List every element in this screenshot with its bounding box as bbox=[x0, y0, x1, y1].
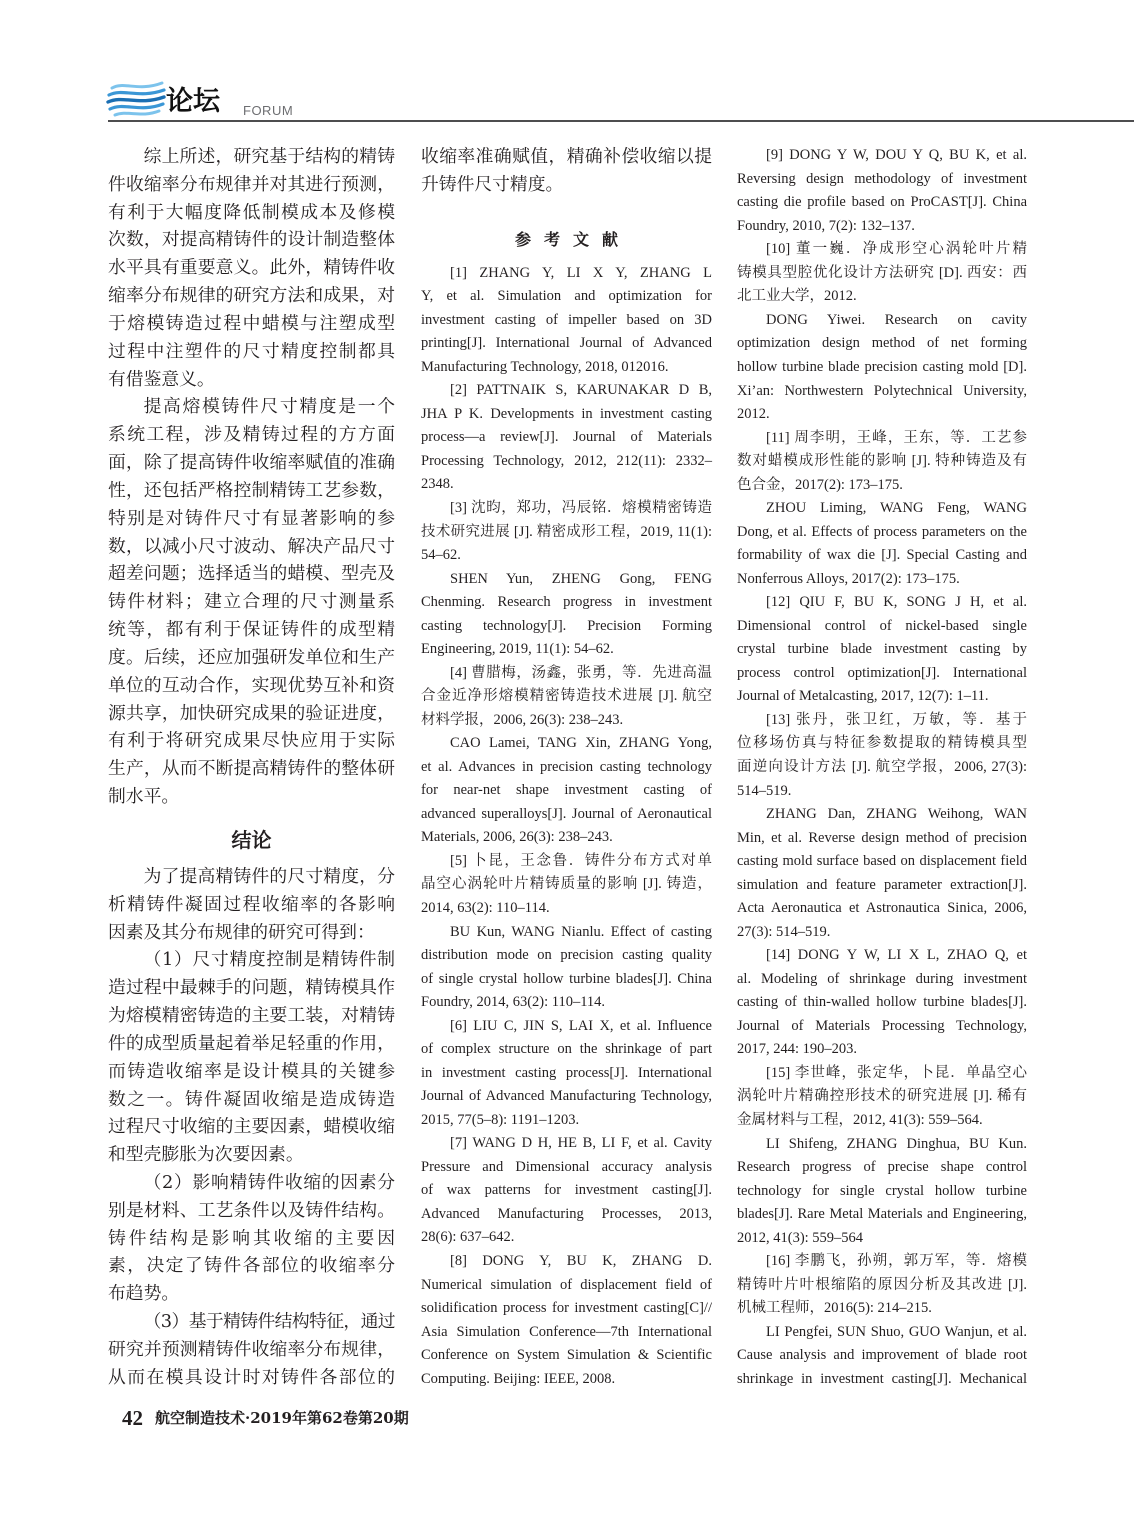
reference-entry bbox=[737, 1133, 1027, 1251]
text-line: Processing Technology, 2012, 212(11): 2332– bbox=[421, 452, 712, 469]
text-line: 造过程中最棘手的问题，精铸模具作 bbox=[108, 977, 395, 999]
text-line: 27(3): 514–519. bbox=[737, 923, 831, 940]
text-line: hollow turbine blade precision casting mold [D]. bbox=[737, 358, 1027, 375]
header-divider bbox=[108, 120, 1134, 122]
text-line: 514–519. bbox=[737, 782, 792, 799]
conclusion-heading: 结论 bbox=[231, 827, 272, 852]
text-line: et al. Advances in precision casting technology bbox=[421, 758, 712, 775]
reference-entry bbox=[421, 921, 712, 1015]
text-line: 铸件结构是影响其收缩的主要因 bbox=[108, 1227, 395, 1249]
text-line: [10] 董一巍．净成形空心涡轮叶片精 bbox=[766, 241, 1027, 258]
text-line: （2）影响精铸件收缩的因素分 bbox=[143, 1171, 395, 1193]
text-line: Pressure and Dimensional accuracy analysis bbox=[421, 1158, 712, 1175]
text-line: optimization design method of net forming bbox=[737, 335, 1027, 352]
text-line: 制水平。 bbox=[108, 786, 180, 808]
paragraph bbox=[108, 1169, 395, 1308]
paragraph bbox=[108, 1308, 395, 1391]
text-line: Reversing design methodology of investment bbox=[737, 170, 1027, 187]
reference-entry bbox=[737, 144, 1027, 238]
text-line: of complex structure on the shrinkage of part bbox=[421, 1041, 712, 1058]
reference-entry bbox=[737, 709, 1027, 803]
text-line: Conference on System Simulation & Scientific bbox=[421, 1347, 712, 1364]
text-line: 技术研究进展 [J]. 精密成形工程，2019, 11(1): bbox=[421, 523, 712, 540]
text-line: investment casting of impeller based on 3D bbox=[421, 311, 712, 328]
text-line: （3）基于精铸件结构特征，通过 bbox=[143, 1311, 395, 1333]
text-line: 因素及其分布规律的研究可得到： bbox=[108, 921, 375, 943]
text-line: 过程中注塑件的尺寸精度控制都具 bbox=[108, 340, 395, 362]
text-line: 54–62. bbox=[421, 547, 461, 564]
text-line: 2015, 77(5–8): 1191–1203. bbox=[421, 1111, 580, 1128]
text-line: 面逆向设计方法 [J]. 航空学报，2006, 27(3): bbox=[737, 759, 1027, 775]
text-line: 2012, 41(3): 559–564 bbox=[737, 1229, 864, 1246]
text-line: 晶空心涡轮叶片精铸质量的影响 [J]. 铸造， bbox=[421, 876, 712, 893]
forum-logo-icon bbox=[106, 80, 166, 120]
text-line: 超差问题；选择适当的蜡模、型壳及 bbox=[108, 563, 395, 585]
text-line: 收缩率准确赋值，精确补偿收缩以提 bbox=[421, 146, 712, 167]
text-line: 2017, 244: 190–203. bbox=[737, 1041, 858, 1058]
text-line: SHEN Yun, ZHENG Gong, FENG bbox=[450, 570, 712, 587]
text-line: blades[J]. Rare Metal Materials and Engineering, bbox=[737, 1206, 1027, 1223]
text-line: 位移场仿真与特征参数提取的精铸模具型 bbox=[737, 735, 1027, 752]
text-line: BU Kun, WANG Nianlu. Effect of casting bbox=[450, 923, 712, 940]
text-line: of wax patterns for investment casting[J]. bbox=[421, 1182, 712, 1199]
text-line: Numerical simulation of displacement field of bbox=[421, 1276, 712, 1293]
text-line: Foundry, 2014, 63(2): 110–114. bbox=[421, 994, 606, 1011]
reference-entry bbox=[737, 1250, 1027, 1321]
text-line: 性，还包括严格控制精铸工艺参数， bbox=[108, 479, 395, 501]
text-line: 铸件材料；建立合理的尺寸测量系 bbox=[108, 591, 395, 613]
text-line: 次数，对提高精铸件的设计制造整体 bbox=[108, 229, 395, 251]
body-text-continuation bbox=[421, 143, 712, 199]
text-line: ZHANG Dan, ZHANG Weihong, WAN bbox=[766, 806, 1027, 823]
text-line: simulation and feature parameter extraction[J]. bbox=[737, 876, 1027, 893]
text-line: Foundry, 2010, 7(2): 132–137. bbox=[737, 217, 915, 234]
text-line: 数对蜡模成形性能的影响 [J]. 特种铸造及有 bbox=[737, 453, 1027, 470]
text-line: Acta Aeronautica et Astronautica Sinica, 2006, bbox=[737, 900, 1027, 917]
text-line: Dimensional control of nickel-based single bbox=[737, 617, 1027, 634]
text-line: 金属材料与工程，2012, 41(3): 559–564. bbox=[737, 1111, 983, 1128]
text-line: 涡轮叶片精确控形技术的研究进展 [J]. 稀有 bbox=[737, 1088, 1027, 1105]
text-line: 布趋势。 bbox=[108, 1283, 180, 1305]
text-line: al. Modeling of shrinkage during investment bbox=[737, 970, 1027, 987]
text-line: Research progress of precise shape control bbox=[737, 1159, 1027, 1176]
text-line: 铸模具型腔优化设计方法研究 [D]. 西安：西 bbox=[737, 264, 1027, 281]
text-line: advanced superalloys[J]. Journal of Aeronautical bbox=[421, 805, 712, 822]
text-line: [12] QIU F, BU K, SONG J H, et al. bbox=[766, 594, 1027, 611]
text-line: 为了提高精铸件的尺寸精度，分 bbox=[143, 865, 395, 887]
reference-entry bbox=[421, 262, 712, 380]
text-line: casting of thin-walled hollow turbine blades[J]. bbox=[737, 994, 1027, 1011]
text-line: [15] 李世峰，张定华，卜昆．单晶空心 bbox=[766, 1064, 1027, 1081]
text-line: [6] LIU C, JIN S, LAI X, et al. Influence bbox=[450, 1017, 712, 1034]
text-line: Chenming. Research progress in investment bbox=[421, 594, 712, 611]
text-line: casting technology[J]. Precision Forming bbox=[421, 617, 712, 634]
text-line: Nonferrous Alloys, 2017(2): 173–175. bbox=[737, 570, 960, 587]
reference-entry bbox=[737, 309, 1027, 427]
text-line: 有借鉴意义。 bbox=[108, 368, 215, 390]
text-line: 于熔模铸造过程中蜡模与注塑成型 bbox=[108, 312, 395, 334]
text-line: 单位的互动合作，实现优势互补和资 bbox=[108, 674, 395, 696]
page-number: 42 bbox=[122, 1406, 143, 1430]
text-line: 从而在模具设计时对铸件各部位的 bbox=[108, 1366, 395, 1388]
reference-entry bbox=[737, 238, 1027, 309]
text-line: [11] 周李明，王峰，王东，等．工艺参 bbox=[766, 429, 1027, 446]
text-line: 而铸造收缩率是设计模具的关键参 bbox=[108, 1060, 395, 1082]
column-3 bbox=[737, 144, 1027, 1391]
text-line: 合金近净形熔模精密铸造技术进展 [J]. 航空 bbox=[421, 688, 712, 705]
text-line: Materials, 2006, 26(3): 238–243. bbox=[421, 829, 613, 846]
text-line: 有利于将研究成果尽快应用于实际 bbox=[108, 730, 395, 752]
text-line: 度。后续，还应加强研发单位和生产 bbox=[108, 646, 395, 668]
text-line: Computing. Beijing: IEEE, 2008. bbox=[421, 1370, 616, 1387]
text-line: of single crystal hollow turbine blades[J]. China bbox=[421, 970, 712, 987]
reference-entry bbox=[737, 591, 1027, 709]
text-line: 机械工程师，2016(5): 214–215. bbox=[737, 1300, 932, 1317]
text-line: [1] ZHANG Y, LI X Y, ZHANG L bbox=[450, 264, 712, 281]
body-text-block bbox=[108, 143, 395, 811]
reference-entry bbox=[421, 732, 712, 850]
text-line: process control optimization[J]. International bbox=[737, 664, 1027, 681]
text-line: solidification process for investment casting[C]// bbox=[421, 1300, 712, 1317]
text-line: 为熔模精密铸造的主要工装，对精铸 bbox=[108, 1005, 395, 1027]
reference-entry bbox=[737, 427, 1027, 498]
references-heading: 参考文献 bbox=[514, 229, 631, 249]
text-line: 材料学报，2006, 26(3): 238–243. bbox=[421, 711, 624, 728]
text-line: Journal of Advanced Manufacturing Technology, bbox=[421, 1088, 712, 1105]
text-line: 升铸件尺寸精度。 bbox=[421, 173, 564, 195]
text-line: printing[J]. International Journal of Advanced bbox=[421, 335, 712, 352]
text-line: 和型壳膨胀为次要因素。 bbox=[108, 1144, 304, 1166]
reference-entry bbox=[421, 497, 712, 568]
text-line: [13] 张丹，张卫红，万敏，等．基于 bbox=[766, 711, 1027, 728]
text-line: （1）尺寸精度控制是精铸件制 bbox=[143, 949, 395, 971]
text-line: 综上所述，研究基于结构的精铸 bbox=[143, 146, 395, 167]
text-line: [8] DONG Y, BU K, ZHANG D. bbox=[450, 1252, 712, 1269]
text-line: [5] 卜昆，王念鲁．铸件分布方式对单 bbox=[450, 852, 712, 869]
text-line: 缩率分布规律的研究方法和成果，对 bbox=[108, 285, 395, 307]
text-line: 析精铸件凝固过程收缩率的各影响 bbox=[108, 893, 395, 915]
text-line: [3] 沈昀，郑功，冯辰铭．熔模精密铸造 bbox=[450, 499, 712, 516]
reference-entry bbox=[421, 662, 712, 733]
text-line: 生产，从而不断提高精铸件的整体研 bbox=[108, 758, 395, 780]
text-line: 有利于大幅度降低制模成本及修模 bbox=[108, 201, 395, 223]
paragraph bbox=[421, 143, 712, 199]
text-line: 数，以减小尺寸波动、解决产品尺寸 bbox=[108, 535, 395, 557]
text-line: 统等，都有利于保证铸件的成型精 bbox=[108, 619, 395, 641]
text-line: [16] 李鹏飞，孙朔，郭万军，等．熔模 bbox=[766, 1253, 1027, 1270]
text-line: 研究并预测精铸件收缩率分布规律， bbox=[108, 1338, 395, 1360]
text-line: 过程尺寸收缩的主要因素，蜡模收缩 bbox=[108, 1116, 395, 1138]
text-line: Journal of Materials Processing Technology, bbox=[737, 1017, 1027, 1034]
text-line: 28(6): 637–642. bbox=[421, 1229, 515, 1246]
text-line: 数之一。铸件凝固收缩是造成铸造 bbox=[108, 1088, 395, 1110]
text-line: 别是材料、工艺条件以及铸件结构。 bbox=[108, 1199, 395, 1221]
text-line: Manufacturing Technology, 2018, 012016. bbox=[421, 358, 669, 375]
text-line: LI Pengfei, SUN Shuo, GUO Wanjun, et al. bbox=[766, 1323, 1027, 1340]
text-line: 2014, 63(2): 110–114. bbox=[421, 900, 550, 916]
text-line: LI Shifeng, ZHANG Dinghua, BU Kun. bbox=[766, 1135, 1027, 1152]
conclusion-text-block bbox=[108, 863, 395, 1392]
text-line: distribution mode on precision casting quality bbox=[421, 947, 712, 964]
section-title: 论坛 bbox=[166, 86, 220, 117]
paragraph bbox=[108, 946, 395, 1169]
text-line: Asia Simulation Conference—7th International bbox=[421, 1323, 712, 1340]
reference-list-continued bbox=[737, 144, 1027, 1391]
text-line: Min, et al. Reverse design method of precision bbox=[737, 829, 1027, 846]
section-title-en: FORUM bbox=[243, 103, 294, 118]
text-line: Engineering, 2019, 11(1): 54–62. bbox=[421, 641, 614, 658]
text-line: 精铸叶片叶根缩陷的原因分析及其改进 [J]. bbox=[737, 1276, 1027, 1293]
text-line: [9] DONG Y W, DOU Y Q, BU K, et al. bbox=[766, 147, 1027, 164]
text-line: ZHOU Liming, WANG Feng, WANG bbox=[766, 500, 1027, 517]
text-line: formability of wax die [J]. Special Casting and bbox=[737, 547, 1027, 564]
reference-entry bbox=[421, 1015, 712, 1133]
text-line: 北工业大学，2012. bbox=[737, 288, 857, 305]
text-line: in investment casting process[J]. International bbox=[421, 1064, 712, 1081]
text-line: Xi’an: Northwestern Polytechnical University, bbox=[737, 382, 1027, 399]
text-line: casting die profile based on ProCAST[J]. China bbox=[737, 194, 1027, 211]
text-line: 提高熔模铸件尺寸精度是一个 bbox=[143, 396, 395, 418]
reference-entry bbox=[421, 1250, 712, 1391]
text-line: [7] WANG D H, HE B, LI F, et al. Cavity bbox=[450, 1135, 712, 1152]
text-line: 面，除了提高铸件收缩率赋值的准确 bbox=[108, 452, 395, 474]
reference-entry bbox=[737, 944, 1027, 1062]
reference-entry bbox=[737, 1062, 1027, 1133]
text-line: JHA P K. Developments in investment casting bbox=[421, 405, 712, 422]
text-line: 特别是对铸件尺寸有显著影响的参 bbox=[108, 507, 395, 529]
text-line: [14] DONG Y W, LI X L, ZHAO Q, et bbox=[766, 947, 1027, 964]
text-line: 件收缩率分布规律并对其进行预测， bbox=[108, 173, 395, 195]
reference-entry bbox=[737, 497, 1027, 591]
text-line: Journal of Metalcasting, 2017, 12(7): 1–11. bbox=[737, 688, 989, 705]
journal-issue: 航空制造技术·2019年第62卷第20期 bbox=[155, 1409, 409, 1427]
text-line: [2] PATTNAIK S, KARUNAKAR D B, bbox=[450, 382, 712, 399]
column-2 bbox=[421, 143, 712, 1391]
reference-entry bbox=[421, 850, 712, 921]
reference-entry bbox=[737, 1321, 1027, 1392]
paragraph bbox=[108, 143, 395, 393]
text-line: [4] 曹腊梅，汤鑫，张勇，等．先进高温 bbox=[450, 664, 712, 681]
text-line: technology for single crystal hollow turbine bbox=[737, 1182, 1027, 1199]
text-line: DONG Yiwei. Research on cavity bbox=[766, 311, 1027, 328]
text-line: 素，决定了铸件各部位的收缩率分 bbox=[108, 1255, 395, 1277]
text-line: casting mold surface based on displacement field bbox=[737, 853, 1027, 870]
reference-list bbox=[421, 262, 712, 1392]
text-line: 件的成型质量起着举足轻重的作用， bbox=[108, 1032, 395, 1054]
text-line: 色合金，2017(2): 173–175. bbox=[737, 476, 903, 493]
reference-entry bbox=[421, 568, 712, 662]
column-1 bbox=[108, 143, 395, 1392]
text-line: 2012. bbox=[737, 406, 770, 423]
text-line: process—a review[J]. Journal of Materials bbox=[421, 429, 712, 446]
text-line: Y, et al. Simulation and optimization for bbox=[421, 288, 712, 305]
text-line: 系统工程，涉及精铸过程的方方面 bbox=[108, 424, 395, 446]
text-line: Cause analysis and improvement of blade root bbox=[737, 1347, 1027, 1364]
reference-entry bbox=[421, 379, 712, 497]
text-line: crystal turbine blade investment casting by bbox=[737, 641, 1027, 658]
paragraph bbox=[108, 393, 395, 810]
paragraph bbox=[108, 863, 395, 946]
text-line: Advanced Manufacturing Processes, 2013, bbox=[421, 1205, 712, 1222]
text-line: 水平具有重要意义。此外，精铸件收 bbox=[108, 257, 395, 279]
reference-entry bbox=[737, 803, 1027, 944]
reference-entry bbox=[421, 1132, 712, 1250]
text-line: shrinkage in investment casting[J]. Mechanical bbox=[737, 1370, 1027, 1387]
text-line: 源共享，加快研究成果的验证进度， bbox=[108, 702, 395, 724]
text-line: 2348. bbox=[421, 476, 454, 493]
text-line: Dong, et al. Effects of process parameters on the bbox=[737, 523, 1027, 540]
text-line: CAO Lamei, TANG Xin, ZHANG Yong, bbox=[450, 735, 712, 752]
text-line: for near-net shape investment casting of bbox=[421, 782, 712, 799]
